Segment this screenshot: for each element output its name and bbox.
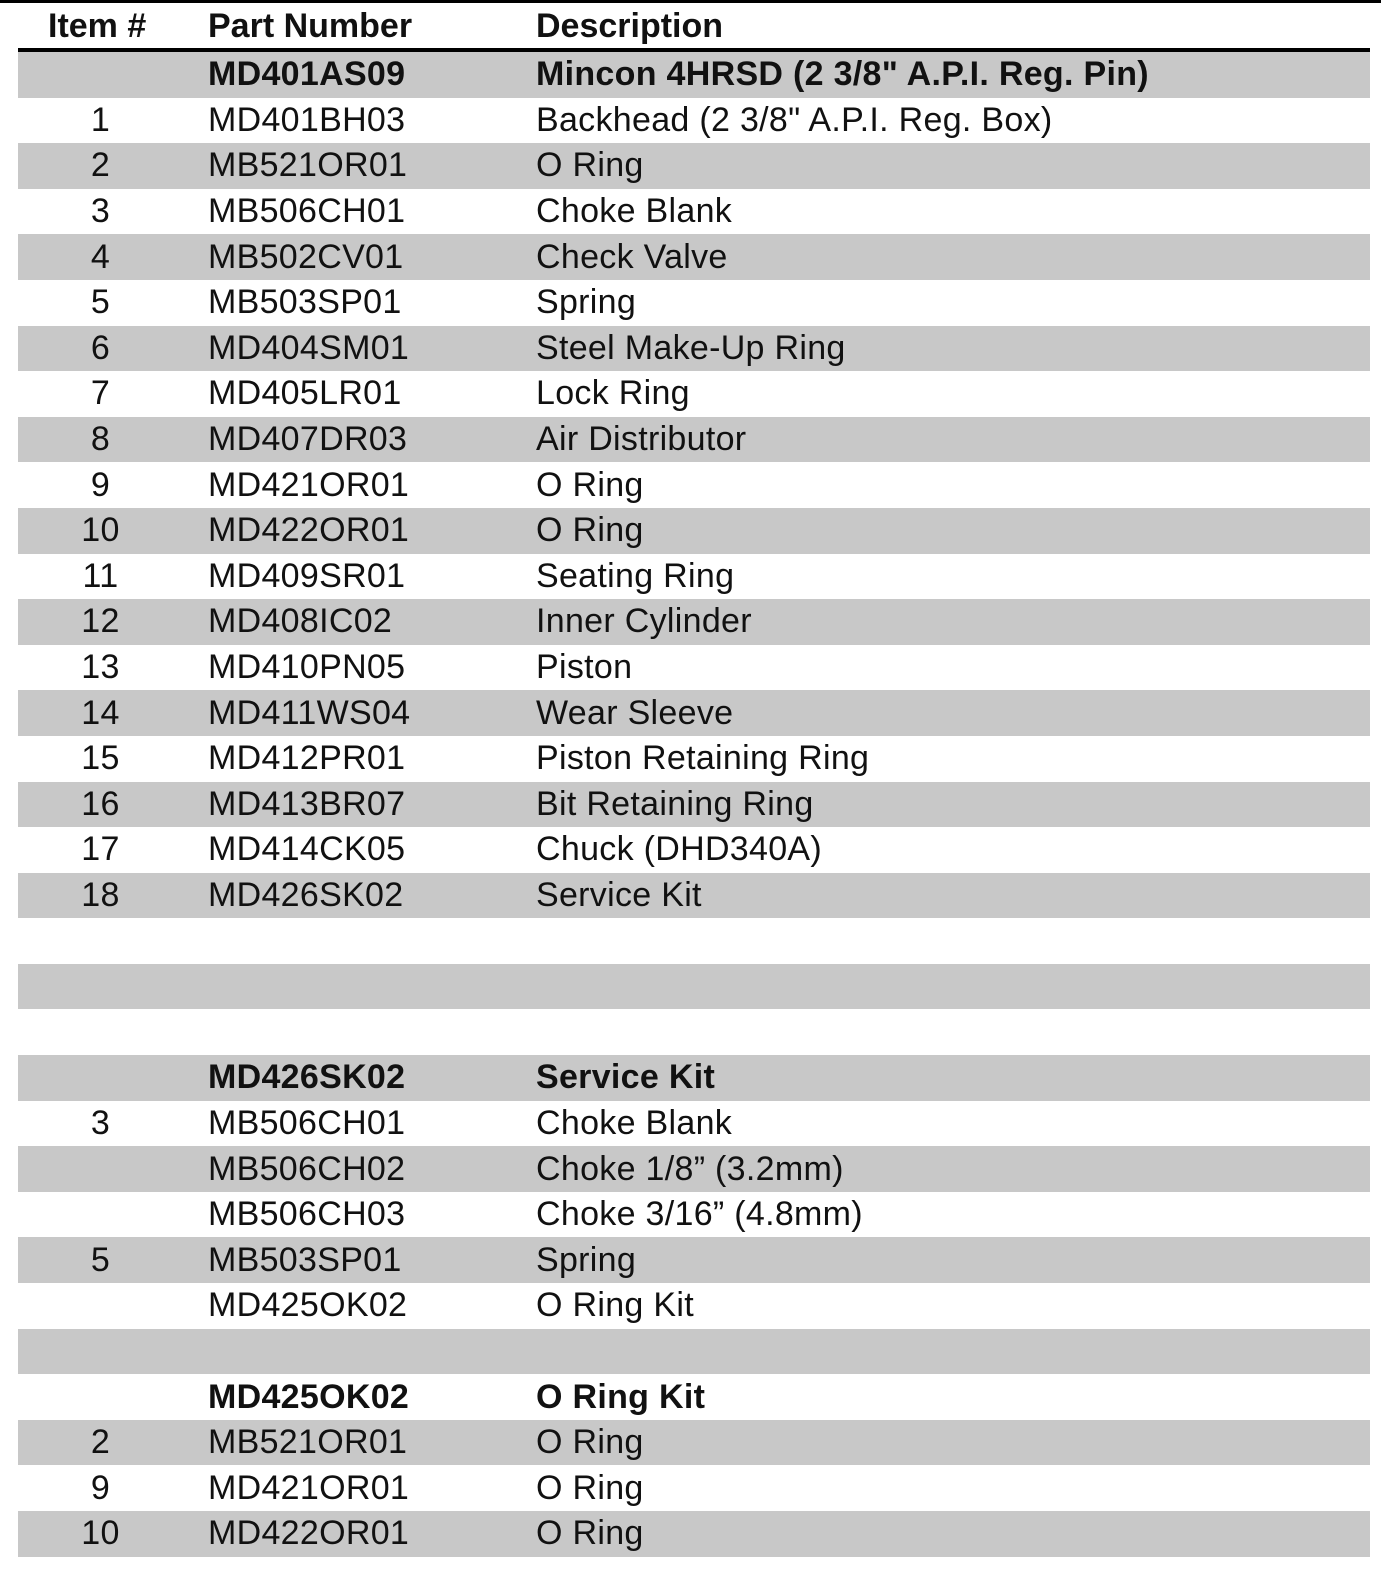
description-cell: Spring <box>536 1240 637 1279</box>
part-number-cell <box>208 964 528 1010</box>
table-row <box>18 1374 1370 1420</box>
part-number-cell: MB502CV01 <box>208 237 404 276</box>
description-cell: Wear Sleeve <box>536 693 734 732</box>
part-number-cell: MB506CH01 <box>208 192 406 231</box>
item-number-cell: 12 <box>81 602 120 641</box>
description-cell: Inner Cylinder <box>536 602 752 641</box>
table-row <box>18 554 1370 600</box>
part-number-cell: MD426SK02 <box>208 875 404 914</box>
item-number-cell: 4 <box>90 237 111 276</box>
table-row <box>18 98 1370 144</box>
part-number-cell: MD425OK02 <box>208 1286 408 1325</box>
table-row <box>18 599 1370 645</box>
part-number-cell: MD422OR01 <box>208 1514 410 1553</box>
table-row <box>18 1101 1370 1147</box>
description-cell: Check Valve <box>536 237 728 276</box>
item-number-cell <box>48 1192 153 1238</box>
item-number-cell: 1 <box>90 100 111 139</box>
part-number-cell: MB521OR01 <box>208 1423 408 1462</box>
item-number-cell <box>48 1055 153 1101</box>
table-row <box>18 1055 1370 1101</box>
description-cell: Service Kit <box>536 1058 716 1097</box>
item-number-cell <box>48 1374 153 1420</box>
item-number-cell: 13 <box>81 648 120 687</box>
description-cell <box>536 1329 1366 1375</box>
part-number-cell: MD404SM01 <box>208 328 410 367</box>
table-row <box>18 280 1370 326</box>
part-number-cell: MD421OR01 <box>208 1468 410 1507</box>
part-number-cell: MD407DR03 <box>208 420 408 459</box>
table-row <box>18 827 1370 873</box>
description-cell: Backhead (2 3/8" A.P.I. Reg. Box) <box>536 100 1053 139</box>
item-number-cell <box>48 1009 153 1055</box>
description-cell: O Ring <box>536 1423 644 1462</box>
item-number-cell: 16 <box>81 784 120 823</box>
description-cell: Choke 3/16” (4.8mm) <box>536 1195 863 1234</box>
table-row <box>18 964 1370 1010</box>
table-row <box>18 189 1370 235</box>
part-number-cell: MB506CH02 <box>208 1149 406 1188</box>
description-cell <box>536 964 1366 1010</box>
item-number-cell: 5 <box>90 1240 111 1279</box>
part-number-cell: MD410PN05 <box>208 648 406 687</box>
part-number-cell: MD413BR07 <box>208 784 406 823</box>
table-row <box>18 143 1370 189</box>
table-row <box>18 1237 1370 1283</box>
description-cell: O Ring Kit <box>536 1377 706 1416</box>
item-number-cell: 8 <box>90 420 111 459</box>
part-number-cell: MB521OR01 <box>208 146 408 185</box>
item-number-cell: 9 <box>90 1468 111 1507</box>
item-number-cell: 10 <box>81 511 120 550</box>
description-cell <box>536 918 1366 964</box>
header-part-number: Part Number <box>208 6 413 45</box>
table-row <box>18 462 1370 508</box>
part-number-cell: MB506CH03 <box>208 1195 406 1234</box>
part-number-cell: MD405LR01 <box>208 374 402 413</box>
table-row <box>18 326 1370 372</box>
description-cell: Piston <box>536 648 633 687</box>
part-number-cell <box>208 1009 528 1055</box>
header-item-number: Item # <box>48 6 147 45</box>
part-number-cell: MD412PR01 <box>208 739 406 778</box>
table-row <box>18 1511 1370 1557</box>
description-cell: O Ring <box>536 1514 644 1553</box>
table-row <box>18 645 1370 691</box>
description-cell: Steel Make-Up Ring <box>536 328 846 367</box>
description-cell: Choke Blank <box>536 1103 733 1142</box>
item-number-cell <box>48 1283 153 1329</box>
description-cell: Seating Ring <box>536 556 735 595</box>
table-row <box>18 52 1370 98</box>
part-number-cell: MD426SK02 <box>208 1058 406 1097</box>
part-number-cell: MD401AS09 <box>208 55 406 94</box>
description-cell: O Ring <box>536 1468 644 1507</box>
description-cell: O Ring <box>536 465 644 504</box>
item-number-cell: 18 <box>81 875 120 914</box>
item-number-cell <box>48 1329 153 1375</box>
part-number-cell: MB503SP01 <box>208 1240 402 1279</box>
item-number-cell: 15 <box>81 739 120 778</box>
part-number-cell: MD422OR01 <box>208 511 410 550</box>
description-cell: Spring <box>536 283 637 322</box>
item-number-cell: 3 <box>90 192 111 231</box>
parts-table-body <box>18 52 1370 1557</box>
description-cell: Choke Blank <box>536 192 733 231</box>
item-number-cell <box>48 1146 153 1192</box>
description-cell: Air Distributor <box>536 420 747 459</box>
table-row <box>18 1283 1370 1329</box>
header-description: Description <box>536 6 724 45</box>
item-number-cell: 6 <box>90 328 111 367</box>
table-row <box>18 508 1370 554</box>
part-number-cell: MD421OR01 <box>208 465 410 504</box>
item-number-cell: 2 <box>90 146 111 185</box>
table-row <box>18 234 1370 280</box>
item-number-cell: 9 <box>90 465 111 504</box>
item-number-cell: 5 <box>90 283 111 322</box>
table-row <box>18 1146 1370 1192</box>
description-cell: Piston Retaining Ring <box>536 739 870 778</box>
part-number-cell: MD414CK05 <box>208 830 406 869</box>
part-number-cell: MD401BH03 <box>208 100 406 139</box>
table-row <box>18 417 1370 463</box>
description-cell: Choke 1/8” (3.2mm) <box>536 1149 844 1188</box>
part-number-cell: MD425OK02 <box>208 1377 410 1416</box>
description-cell: O Ring Kit <box>536 1286 694 1325</box>
item-number-cell <box>48 52 153 98</box>
description-cell: O Ring <box>536 511 644 550</box>
part-number-cell: MD411WS04 <box>208 693 411 732</box>
part-number-cell <box>208 918 528 964</box>
table-row <box>18 1009 1370 1055</box>
part-number-cell: MD408IC02 <box>208 602 393 641</box>
table-row <box>18 371 1370 417</box>
table-row <box>18 1465 1370 1511</box>
table-row <box>18 1329 1370 1375</box>
description-cell: Service Kit <box>536 875 702 914</box>
table-header <box>18 4 1370 48</box>
table-row <box>18 690 1370 736</box>
description-cell: Bit Retaining Ring <box>536 784 814 823</box>
item-number-cell: 3 <box>90 1103 111 1142</box>
item-number-cell <box>48 918 153 964</box>
part-number-cell <box>208 1329 528 1375</box>
description-cell: Lock Ring <box>536 374 690 413</box>
table-row <box>18 782 1370 828</box>
description-cell <box>536 1009 1366 1055</box>
table-row <box>18 736 1370 782</box>
top-rule <box>0 0 1381 3</box>
description-cell: O Ring <box>536 146 644 185</box>
part-number-cell: MB506CH01 <box>208 1103 406 1142</box>
table-row <box>18 873 1370 919</box>
item-number-cell <box>48 964 153 1010</box>
part-number-cell: MB503SP01 <box>208 283 402 322</box>
table-row <box>18 1420 1370 1466</box>
item-number-cell: 11 <box>82 556 119 595</box>
description-cell: Mincon 4HRSD (2 3/8" A.P.I. Reg. Pin) <box>536 55 1149 94</box>
item-number-cell: 14 <box>81 693 120 732</box>
description-cell: Chuck (DHD340A) <box>536 830 823 869</box>
item-number-cell: 10 <box>81 1514 120 1553</box>
table-row <box>18 1192 1370 1238</box>
part-number-cell: MD409SR01 <box>208 556 406 595</box>
item-number-cell: 17 <box>81 830 120 869</box>
item-number-cell: 2 <box>90 1423 111 1462</box>
item-number-cell: 7 <box>90 374 111 413</box>
table-row <box>18 918 1370 964</box>
